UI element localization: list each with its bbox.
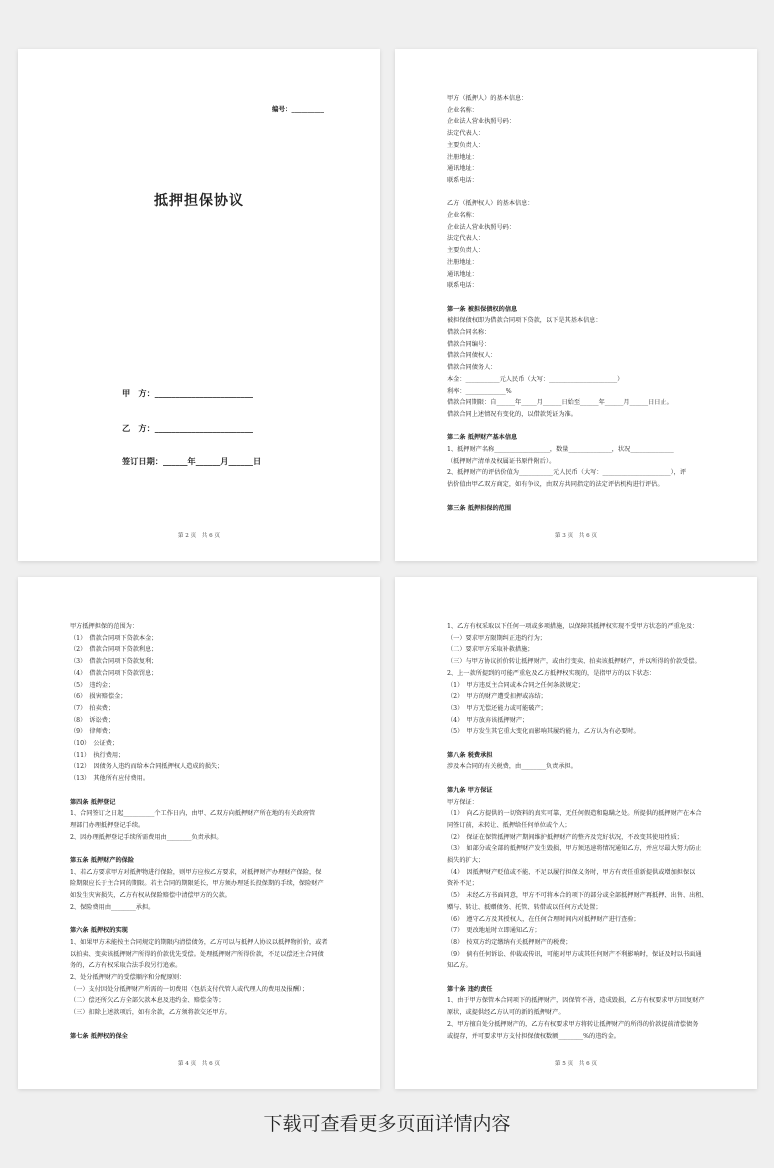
text-line: 2、上一款所提到的可能严重危及乙方抵押权实现的，是指甲方的以下状态： xyxy=(447,669,656,677)
text-line: 同签订前，未转让、抵押给任何单位或个人； xyxy=(447,821,571,829)
page-body xyxy=(70,621,344,1042)
document-title: 抵押担保协议 xyxy=(154,193,244,209)
text-line: 2、甲方擅自处分抵押财产的，乙方有权要求甲方将转让抵押财产的所得的价款提前清偿债务 xyxy=(447,1020,699,1028)
text-line: 借款合同债务人： xyxy=(447,364,497,372)
text-line: 借款合同期限：自______年_____月______日始至______年______月______日日止。 xyxy=(447,399,673,407)
text-line: 甲方抵押担保的范围为： xyxy=(70,623,139,630)
page-body xyxy=(447,93,721,514)
text-line: （5） 未经乙方书面同意，甲方不可将本合的项下的部分或全部抵押财产再抵押、出售、出租、 xyxy=(447,892,708,900)
text-line: （5） 违约金； xyxy=(70,681,115,689)
text-line: （7） 拍卖费； xyxy=(70,704,115,712)
blank-line xyxy=(447,187,721,199)
document-page-5 xyxy=(395,577,757,1089)
text-line: 甲方保证： xyxy=(447,798,478,806)
text-line: （4） 因抵押财产贬值或不能、不足以履行担保义务时，甲方有责任重新提供或增加担保以 xyxy=(447,868,696,876)
text-line: （6） 遵守乙方及其授权人，在任何合理时间内对抵押财产进行查验； xyxy=(447,915,640,923)
text-line: （二）偿还所欠乙方全部欠款本息及违约金、赔偿金等； xyxy=(70,997,225,1005)
text-line: 借款合同编号： xyxy=(447,340,491,348)
text-line: 借款合同名称： xyxy=(447,329,491,337)
text-line: （4） 借款合同项下贷款罚息； xyxy=(70,669,158,677)
text-line: （9） 倘有任何诉讼、仲裁或传讯，可能对甲方或其任何财产不利影响时，保证及时以书面通 xyxy=(447,950,702,958)
document-page-cover xyxy=(18,49,380,561)
text-line: 企业名称： xyxy=(447,106,478,114)
text-line: 企业法人营业执照号码： xyxy=(447,118,516,126)
page-footer: 第 4 页 共 6 页 xyxy=(177,1061,221,1067)
text-line: 务的，乙方有权采取合法手段另行追索。 xyxy=(70,962,182,970)
text-line: （1） 甲方违反主合同或本合同之任何条款规定； xyxy=(447,681,584,689)
text-line: 估价值由甲乙双方商定，如有争议，由双方共同指定的法定评估机构进行评估。 xyxy=(447,481,664,489)
text-line: 联系电话： xyxy=(447,282,478,290)
text-line: 2、抵押财产的评估价值为___________元人民币（大写：______________________），评 xyxy=(447,469,687,477)
text-line: （12） 因债务人违约而给本合同抵押权人造成的损失； xyxy=(70,763,224,771)
text-line: （2） 甲方的财产遭受扣押或冻结； xyxy=(447,693,547,701)
text-line: （5） 甲方发生其它重大变化而影响其履约能力，乙方认为有必要时。 xyxy=(447,728,640,736)
text-line: 利率：_____________% xyxy=(447,387,512,395)
text-line: （2） 保证在保管抵押财产期间维护抵押财产的整齐及完好状况，不改变其使用性质； xyxy=(447,833,683,841)
text-line: 如发生灾害损失，乙方有权从保险赔偿中清偿甲方的欠款。 xyxy=(70,892,231,900)
section-heading: 第二条 抵押财产基本信息 xyxy=(447,434,518,442)
text-line: 法定代表人： xyxy=(447,130,485,138)
text-line: （2） 借款合同项下贷款利息； xyxy=(70,646,158,654)
party-b-field: 乙 方：________________________ xyxy=(122,423,254,433)
text-line: 险期限应长于主合同的期限。若主合同的期限延长，甲方须办理延长投保期的手续，保险财产 xyxy=(70,880,324,888)
text-line: 1、抵押财产名称__________________，数量______________，状况______________ xyxy=(447,446,674,454)
section-heading: 第八条 税费承担 xyxy=(447,751,493,759)
text-line: 乙方（抵押权人）的基本信息： xyxy=(447,200,534,208)
text-line: （4） 甲方放弃该抵押财产； xyxy=(447,716,529,724)
text-line: （三）扣除上述款项后，如有余款，乙方须将款交还甲方。 xyxy=(70,1009,231,1017)
text-line: （1） 借款合同项下贷款本金； xyxy=(70,634,158,642)
page-footer: 第 5 页 共 6 页 xyxy=(554,1061,598,1067)
blank-line xyxy=(447,421,721,433)
text-line: 2、因办理抵押登记手续所需费用由________负责承担。 xyxy=(70,833,223,841)
section-heading: 第六条 抵押权的实现 xyxy=(70,927,128,935)
page-footer: 第 3 页 共 6 页 xyxy=(554,533,598,539)
page-body xyxy=(447,621,721,1042)
text-line: 企业法人营业执照号码： xyxy=(447,223,516,231)
text-line: 或提存，并可要求甲方支付担保债权数额________%的违约金。 xyxy=(447,1032,620,1040)
section-heading: 第九条 甲方保证 xyxy=(447,786,493,794)
blank-line xyxy=(70,914,344,926)
text-line: （3） 甲方无偿还能力或可能破产； xyxy=(447,704,547,712)
text-line: 理部门办理抵押登记手续。 xyxy=(70,821,145,829)
text-line: （10） 公证费； xyxy=(70,740,119,748)
text-line: 联系电话： xyxy=(447,176,478,184)
party-a-field: 甲 方：________________________ xyxy=(122,388,254,398)
text-line: 赠与、转让、抵赠债务、托管、转借或以任何方式处置； xyxy=(447,903,602,911)
text-line: 注册地址： xyxy=(447,153,478,161)
text-line: （13） 其他所有应付费用。 xyxy=(70,775,150,783)
blank-line xyxy=(70,1019,344,1031)
text-line: （9） 律师费； xyxy=(70,728,115,736)
text-line: 本金：___________元人民币（大写：______________________） xyxy=(447,375,624,383)
text-line: 通讯地址： xyxy=(447,270,478,278)
document-page-4 xyxy=(18,577,380,1089)
document-page-3 xyxy=(395,49,757,561)
text-line: 1、由于甲方保管本合同项下的抵押财产，因保管不善，造成毁损，乙方有权要求甲方回复财产 xyxy=(447,997,705,1005)
text-line: （1） 向乙方提供的一切资料的真实可靠，无任何假造和隐瞒之处。所提供的抵押财产在本合 xyxy=(447,810,702,818)
text-line: （抵押财产清单及权属证书原件附后）。 xyxy=(447,457,556,465)
text-line: （8） 诉讼费； xyxy=(70,716,115,724)
text-line: （三）与甲方协议折价转让抵押财产，或由行变卖、拍卖该抵押财产，并以所得的价款受偿。 xyxy=(447,658,701,666)
text-line: （6） 损害赔偿金； xyxy=(70,693,127,701)
blank-line xyxy=(70,843,344,855)
blank-line xyxy=(70,785,344,797)
text-line: 主要负责人： xyxy=(447,247,485,255)
text-line: 1、合同签订之日起__________个工作日内，由甲、乙双方向抵押财产所在地的有关政府管 xyxy=(70,810,316,818)
text-line: 资补不足； xyxy=(447,880,478,888)
section-heading: 第五条 抵押财产的保险 xyxy=(70,857,135,865)
section-heading: 第一条 被担保债权的信息 xyxy=(447,305,518,313)
contract-number-label: 编号：__________ xyxy=(272,105,324,113)
blank-line xyxy=(447,292,721,304)
text-line: （3） 如部分或全部的抵押财产发生毁损，甲方须迅速将情况通知乙方，并应尽最大努力防止 xyxy=(447,845,702,853)
text-line: 1、如果甲方未能按主合同规定的期限内清偿债务，乙方可以与抵押人协议以抵押物折价，或者 xyxy=(70,938,328,946)
text-line: （一）支付因处分抵押财产所需的一切费用（包括支付代管人或代理人的费用及报酬）； xyxy=(70,985,309,993)
text-line: 2、保险费用由________承担。 xyxy=(70,903,155,911)
text-line: 1、乙方有权采取以下任何一项或多项措施，以保障其抵押权实现不受甲方状态的严重危及： xyxy=(447,623,699,630)
text-line: 法定代表人： xyxy=(447,235,485,243)
text-line: 借款合同债权人： xyxy=(447,352,497,360)
text-line: 知乙方。 xyxy=(447,962,472,970)
section-heading: 第七条 抵押权的保全 xyxy=(70,1032,128,1040)
section-heading: 第十条 违约责任 xyxy=(447,985,493,993)
text-line: （二）要求甲方采取补救措施； xyxy=(447,646,534,654)
section-heading: 第四条 抵押登记 xyxy=(70,798,116,806)
text-line: 注册地址： xyxy=(447,258,478,266)
text-line: （8） 按双方约定缴纳有关抵押财产的税费； xyxy=(447,938,572,946)
text-line: 1、若乙方要求甲方对抵押物进行保险，则甲方应按乙方要求，对抵押财产办理财产保险，保 xyxy=(70,868,322,876)
download-more-caption: 下载可查看更多页面详情内容 xyxy=(263,1113,511,1135)
text-line: 损失的扩大； xyxy=(447,857,485,865)
text-line: 2、处分抵押财产的受偿顺序和分配原则： xyxy=(70,974,186,982)
page-footer: 第 2 页 共 6 页 xyxy=(177,533,221,539)
blank-line xyxy=(447,738,721,750)
text-line: 甲方（抵押人）的基本信息： xyxy=(447,95,528,102)
text-line: 涉及本合同的有关税费，由________负责承担。 xyxy=(447,763,577,771)
text-line: （11） 执行费用； xyxy=(70,751,125,759)
blank-line xyxy=(447,773,721,785)
text-line: 原状，或提供经乙方认可的新的抵押财产。 xyxy=(447,1009,565,1017)
text-line: 企业名称： xyxy=(447,212,478,220)
text-line: （7） 更改地址时立即通知乙方； xyxy=(447,927,541,935)
text-line: 主要负责人： xyxy=(447,141,485,149)
text-line: （一）要求甲方限期纠正违约行为； xyxy=(447,634,546,642)
text-line: 通讯地址： xyxy=(447,165,478,173)
text-line: 以拍卖、变卖该抵押财产所得的价款优先受偿。处理抵押财产所得价款，不足以偿还主合同债 xyxy=(70,950,324,958)
blank-line xyxy=(447,972,721,984)
section-heading: 第三条 抵押担保的范围 xyxy=(447,504,512,512)
text-line: （3） 借款合同项下贷款复利； xyxy=(70,658,158,666)
text-line: 被担保债权即为借款合同项下贷款，以下是其基本信息： xyxy=(447,317,602,325)
text-line: 借款合同上述情况有变化的，以借款凭证为准。 xyxy=(447,410,577,418)
blank-line xyxy=(447,491,721,503)
sign-date-field: 签订日期：______年______月______日 xyxy=(122,456,262,466)
